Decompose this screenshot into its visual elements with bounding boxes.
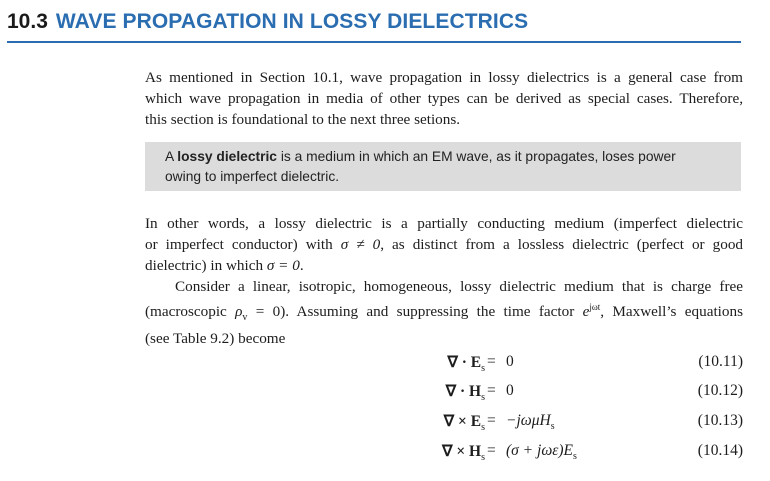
equation-number: (10.14) xyxy=(697,442,743,459)
equation-10-12: ∇ · $H_s$ = 0 (10.12) xyxy=(445,382,743,404)
intro-line-1: As mentioned in Section 10.1, wave propagation in lossy dielectrics is a general case from xyxy=(145,69,743,86)
p3-line-3: (see Table 9.2) become xyxy=(145,330,286,348)
definition-term: lossy dielectric xyxy=(177,149,277,164)
sigma-inequality: σ ≠ 0 xyxy=(340,236,381,253)
intro-paragraph xyxy=(145,67,743,130)
p2-line-1: In other words, a lossy dielectric is a partially conducting medium (imperfect dielectric xyxy=(145,215,743,232)
equation-10-14: ∇ × $H_s$ = $(\sigma + j\omega\varepsilon)E_s$ (10.14) xyxy=(442,442,743,464)
p2-line-3: dielectric) in which σ = 0. xyxy=(145,257,304,274)
equation-number: (10.12) xyxy=(697,382,743,399)
definition-line-1: A lossy dielectric is a medium in which an EM wave, as it propagates, loses power xyxy=(165,149,676,164)
intro-line-3: this section is foundational to the next three setions. xyxy=(145,111,461,128)
sigma-equality: σ = 0 xyxy=(266,257,300,274)
intro-line-2: which wave propagation in media of other types can be derived as special cases. Therefore, xyxy=(145,90,743,107)
body-paragraph-2 xyxy=(145,213,743,349)
section-title: WAVE PROPAGATION IN LOSSY DIELECTRICS xyxy=(55,10,529,33)
equation-number: (10.11) xyxy=(698,353,743,370)
definition-box xyxy=(145,142,741,191)
section-heading xyxy=(7,9,741,43)
p2-line-2: or imperfect conductor) with σ ≠ 0, as distinct from a lossless dielectric (perfect or good xyxy=(145,236,744,253)
p3-line-1: Consider a linear, isotropic, homogeneous, lossy dielectric medium that is charge free xyxy=(175,278,743,295)
p3-line-2: (macroscopic $\rho_v = 0$). Assuming and suppressing the time factor $e^{j\omega t}$, Maxwell’s equations xyxy=(145,302,743,324)
definition-line-2: owing to imperfect dielectric. xyxy=(165,169,340,184)
equation-number: (10.13) xyxy=(697,412,743,429)
equation-10-11: ∇ · $E_s$ = 0 (10.11) xyxy=(447,353,743,375)
equation-10-13: ∇ × $E_s$ = −jωμH$_s$ (10.13) xyxy=(443,412,743,434)
section-number: 10.3 xyxy=(7,10,48,33)
